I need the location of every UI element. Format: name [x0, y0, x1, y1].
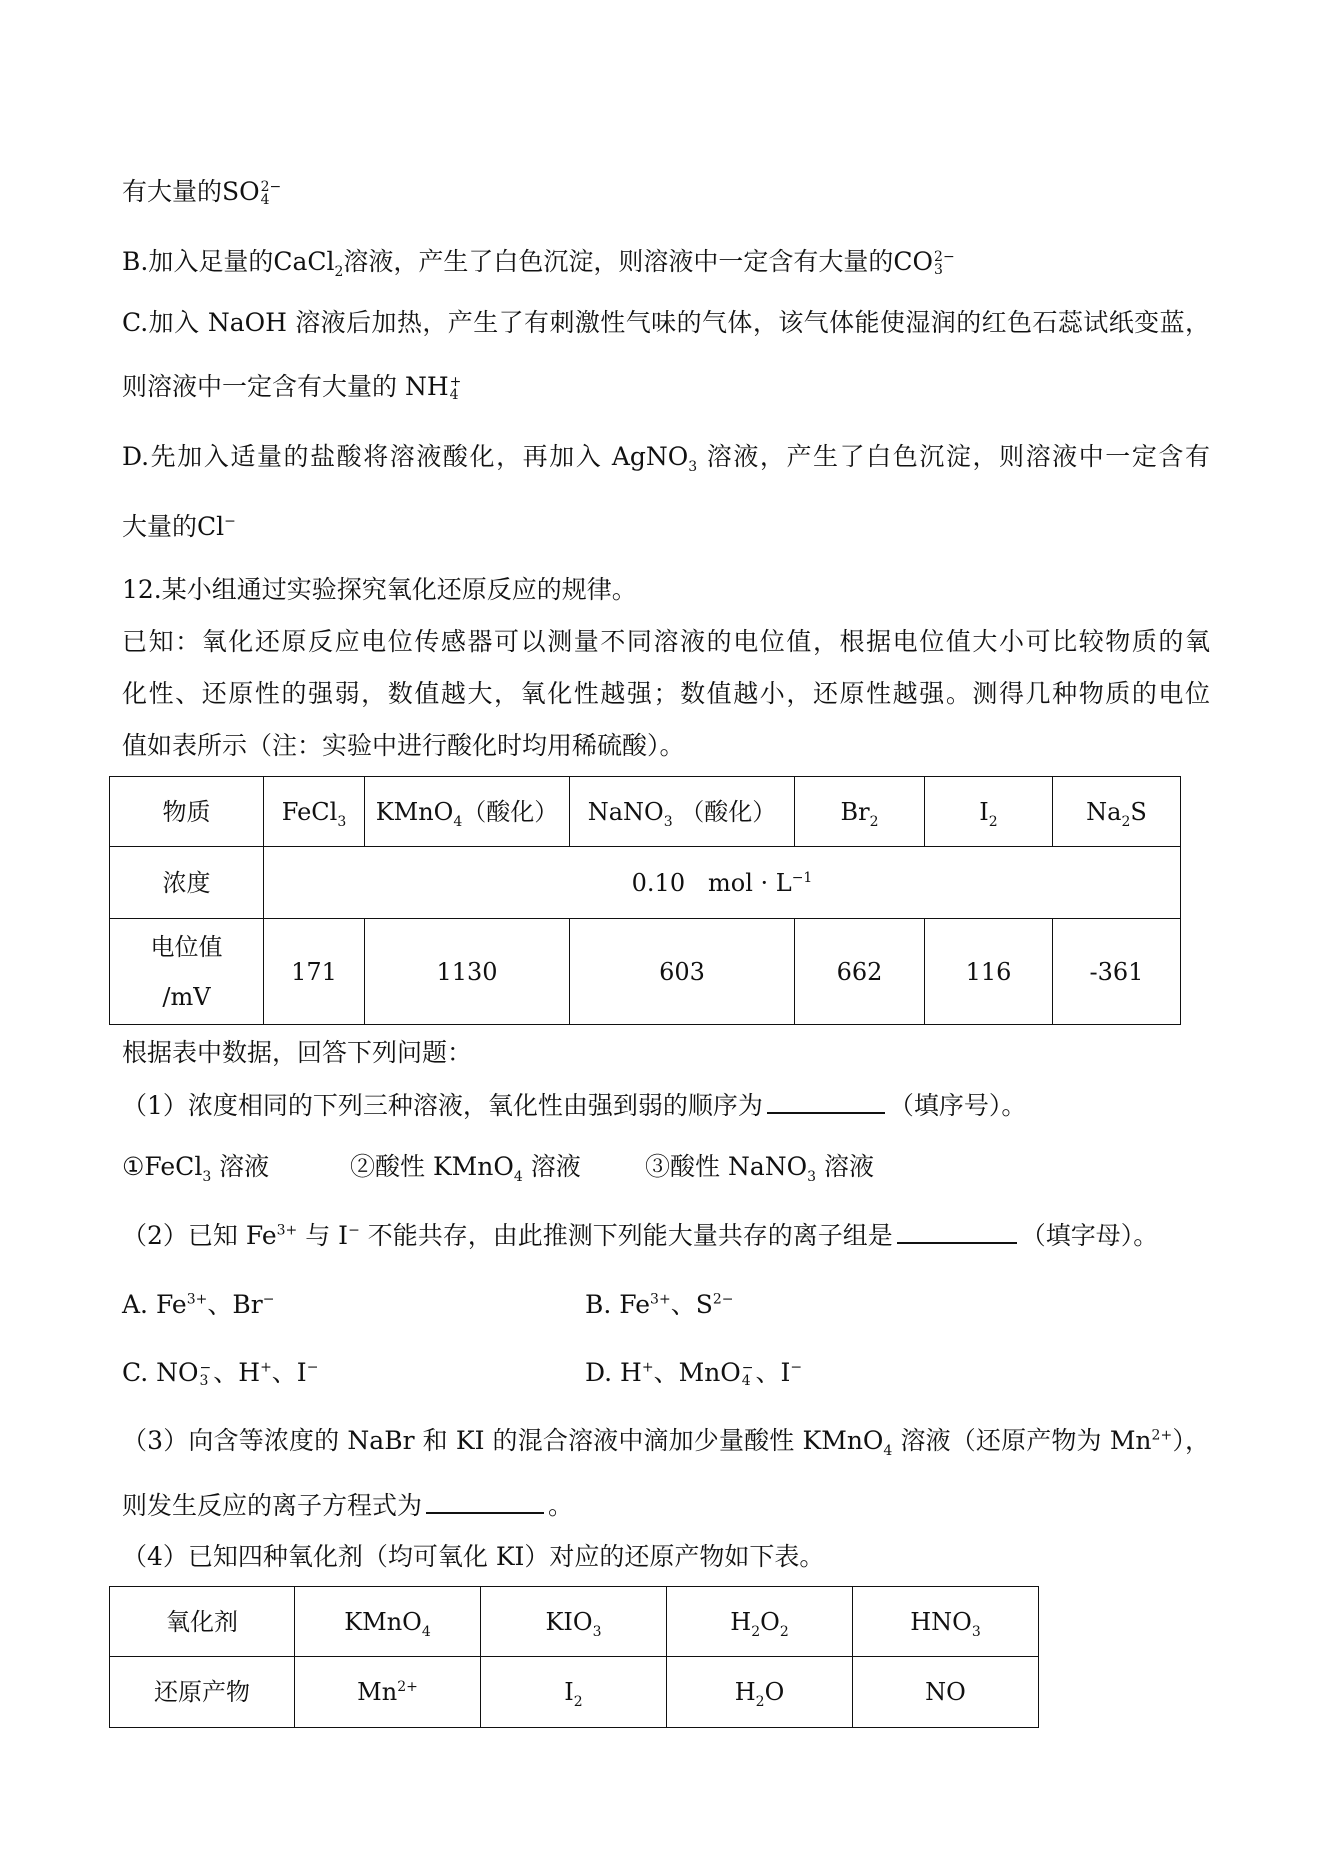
product-mn: $Mn^{2+}$ — [295, 1657, 481, 1728]
potential-br2: 662 — [795, 919, 925, 1025]
option-b: B.加入足量的CaCl$_2$溶液，产生了白色沉淀，则溶液中一定含有大量的CO 2− 3 — [122, 247, 955, 280]
header-substance: 物质 — [110, 777, 264, 847]
option-1: ①FeCl$_3$ 溶液 — [122, 1152, 270, 1185]
product-no: NO — [853, 1657, 1039, 1728]
potential-table — [109, 776, 1181, 1025]
question-2: （2）已知 $Fe^{3+}$ 与 I− 不能共存，由此推测下列能大量共存的离子组是 （填字母）。 — [122, 1218, 1158, 1253]
product-h2o: $H_2O$ — [667, 1657, 853, 1728]
option-c-continuation: 则溶液中一定含有大量的 NH + 4 — [122, 372, 462, 403]
option-B: B. $Fe^{3+}$、$S^{2-}$ — [585, 1290, 734, 1319]
potential-i2: 116 — [925, 919, 1053, 1025]
reduction-product-table — [109, 1586, 1039, 1728]
potential-nano3: 603 — [570, 919, 795, 1025]
potential-label: 电位值 /mV — [110, 919, 264, 1025]
concentration-label: 浓度 — [110, 847, 264, 919]
answer-blank-2[interactable] — [897, 1218, 1017, 1244]
product-i2: $I_2$ — [481, 1657, 667, 1728]
header-kmno4: KMnO$_4$（酸化） — [365, 777, 570, 847]
option-c: C.加入 NaOH 溶液后加热，产生了有刺激性气味的气体，该气体能使湿润的红色石蕊试纸变蓝， — [122, 308, 1210, 337]
header-na2s: $Na_2S$ — [1053, 777, 1181, 847]
oxidant-hno3: $HNO_3$ — [853, 1587, 1039, 1657]
table-row — [110, 847, 1181, 919]
option-d: D.先加入适量的盐酸将溶液酸化，再加入 AgNO$_3$ 溶液，产生了白色沉淀，则溶液中一定含有 — [122, 442, 1210, 475]
option-3: ③酸性 NaNO$_3$ 溶液 — [645, 1152, 874, 1185]
question-4: （4）已知四种氧化剂（均可氧化 KI）对应的还原产物如下表。 — [122, 1542, 825, 1571]
oxidant-h2o2: $H_2O_2$ — [667, 1587, 853, 1657]
question-12-title: 12.某小组通过实验探究氧化还原反应的规律。 — [122, 575, 637, 604]
answer-intro: 根据表中数据，回答下列问题： — [122, 1038, 473, 1067]
question-1-options — [122, 1150, 269, 1184]
option-C: C. NO − 3 、H+、I− — [122, 1358, 319, 1389]
header-nano3: NaNO$_3$ （酸化） — [570, 777, 795, 847]
answer-blank-3[interactable] — [426, 1488, 544, 1514]
oxidant-kio3: $KIO_3$ — [481, 1587, 667, 1657]
header-br2: $Br_2$ — [795, 777, 925, 847]
option-A: A. $Fe^{3+}$、Br− — [122, 1290, 275, 1319]
header-fecl3: FeCl$_3$ — [264, 777, 365, 847]
known-paragraph-line3: 值如表所示（注：实验中进行酸化时均用稀硫酸）。 — [122, 731, 685, 760]
table-row — [110, 1587, 1039, 1657]
header-i2: $I_2$ — [925, 777, 1053, 847]
oxidant-kmno4: KMnO$_4$ — [295, 1587, 481, 1657]
question-3-continuation: 则发生反应的离子方程式为 。 — [122, 1488, 573, 1523]
known-paragraph-line1: 已知：氧化还原反应电位传感器可以测量不同溶液的电位值，根据电位值大小可比较物质的氧 — [122, 627, 1210, 656]
potential-kmno4: 1130 — [365, 919, 570, 1025]
table-row — [110, 919, 1181, 1025]
option-a-continuation: 有大量的SO 2− 4 — [122, 177, 282, 208]
oxidant-label: 氧化剂 — [110, 1587, 295, 1657]
product-label: 还原产物 — [110, 1657, 295, 1728]
concentration-value: 0.10 mol · $L^{-1}$ — [264, 847, 1181, 919]
table-row — [110, 1657, 1039, 1728]
table-row — [110, 777, 1181, 847]
option-D: D. H+、MnO − 4 、I− — [585, 1358, 803, 1389]
answer-blank-1[interactable] — [767, 1088, 885, 1114]
option-2: ②酸性 KMnO$_4$ 溶液 — [350, 1152, 581, 1185]
potential-fecl3: 171 — [264, 919, 365, 1025]
option-d-continuation: 大量的Cl− — [122, 512, 236, 541]
question-1: （1）浓度相同的下列三种溶液，氧化性由强到弱的顺序为 （填序号）。 — [122, 1088, 1026, 1123]
known-paragraph-line2: 化性、还原性的强弱，数值越大，氧化性越强；数值越小，还原性越强。测得几种物质的电位 — [122, 679, 1210, 708]
question-3: （3）向含等浓度的 NaBr 和 KI 的混合溶液中滴加少量酸性 KMnO$_4$ 溶液（还原产物为 $Mn^{2+}$）， — [122, 1426, 1210, 1459]
potential-na2s: -361 — [1053, 919, 1181, 1025]
